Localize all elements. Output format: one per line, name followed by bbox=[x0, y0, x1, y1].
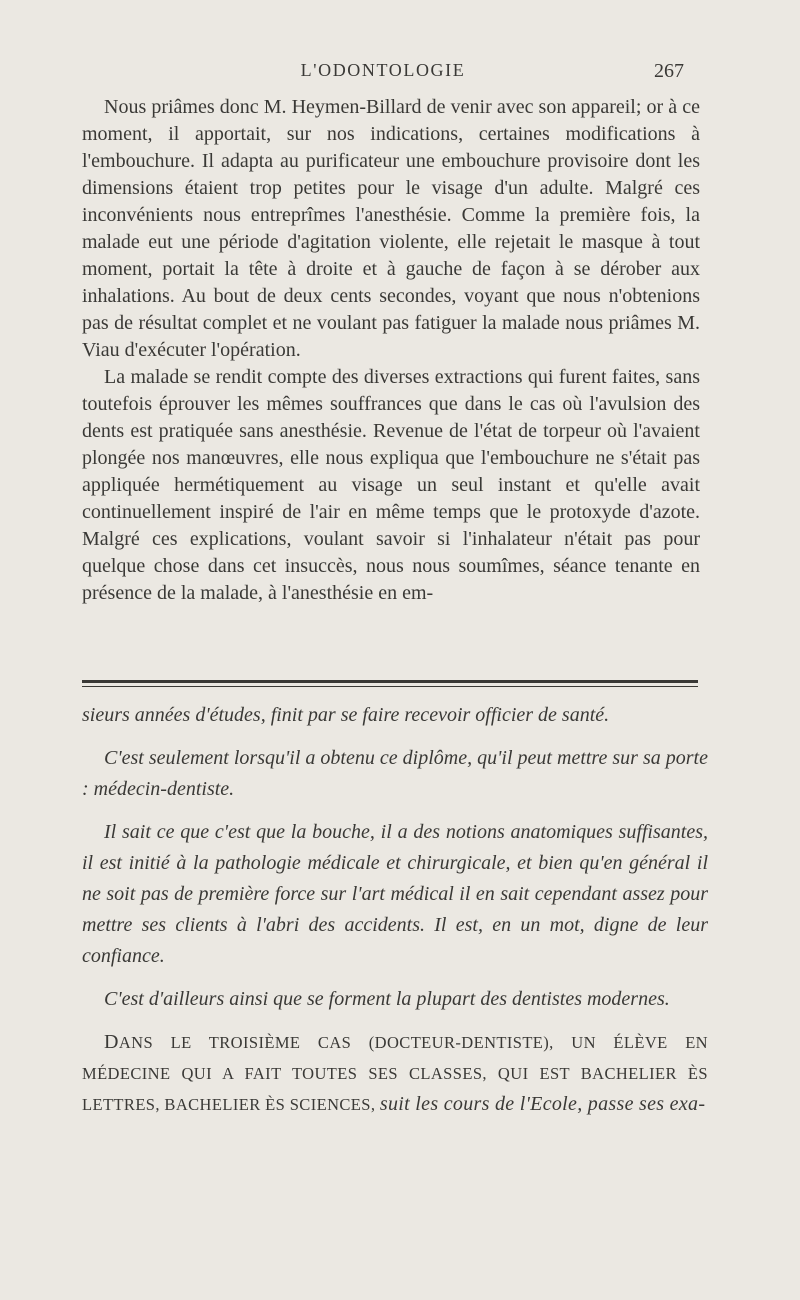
note-paragraph: Il sait ce que c'est que la bouche, il a des notions anatomiques suffisantes, il est initié à la pathologie médicale et chirurgicale, et bien qu'en général il ne soit pas de première force sur l'art médical il en sait cependant assez pour mettre ses clients à l'abri des accidents. Il est, en un mot, digne de leur confiance. bbox=[82, 821, 708, 967]
footnote-separator bbox=[82, 680, 698, 687]
separator-rule-thin bbox=[82, 686, 698, 687]
drop-letter: D bbox=[104, 1031, 119, 1053]
note-paragraph: sieurs années d'études, finit par se faire recevoir officier de santé. bbox=[82, 704, 610, 726]
page-number: 267 bbox=[654, 60, 684, 82]
note-paragraph: C'est seulement lorsqu'il a obtenu ce diplôme, qu'il peut mettre sur sa porte : médecin-dentiste. bbox=[82, 747, 708, 800]
separator-rule-thick bbox=[82, 680, 698, 683]
body-paragraph: Nous priâmes donc M. Heymen-Billard de venir avec son appareil; or à ce moment, il apportait, sur nos indications, certaines modifications à l'embouchure. Il adapta au purificateur une embouchure provisoire dont les dimensions étaient trop petites pour le visage d'un adulte. Malgré ces inconvénients nous entreprîmes l'anesthésie. Comme la première fois, la malade eut une période d'agitation violente, elle rejetait le masque à tout moment, portait la tête à droite et à gauche de façon à se dérober aux inhalations. Au bout de deux cents secondes, voyant que nous n'obtenions pas de résultat complet et ne voulant pas fatiguer la malade nous priâmes M. Viau d'exécuter l'opération. bbox=[82, 96, 700, 361]
body-paragraph: La malade se rendit compte des diverses extractions qui furent faites, sans toutefois éprouver les mêmes souffrances que dans le cas où l'avulsion des dents est pratiquée sans anesthésie. Revenue de l'état de torpeur où l'avaient plongée nos manœuvres, elle nous expliqua que l'embouchure ne s'était pas appliquée hermétiquement au visage un seul instant et qu'elle avait continuellement inspiré de l'air en même temps que le protoxyde d'azote. Malgré ces explications, voulant savoir si l'inhalateur n'était pas pour quelque chose dans cet insuccès, nous nous soumîmes, séance tenante en présence de la malade, à l'anesthésie en em- bbox=[82, 366, 700, 604]
running-title: L'ODONTOLOGIE bbox=[300, 60, 466, 80]
note-paragraph: C'est d'ailleurs ainsi que se forment la plupart des dentistes modernes. bbox=[104, 988, 670, 1010]
italic-text: suit les cours de l'Ecole, passe ses exa- bbox=[379, 1093, 706, 1115]
small-caps-text: ANS LE TROISIÈME CAS (DOCTEUR-DENTISTE), UN ÉLÈVE EN MÉDECINE QUI A FAIT TOUTES SES CLASSES, QUI EST BACHELIER ÈS LETTRES, BACHELIER ÈS SCIENCES, bbox=[82, 1033, 708, 1114]
footnote-text bbox=[82, 700, 708, 1132]
body-text bbox=[82, 94, 700, 607]
note-paragraph-small-caps bbox=[82, 1027, 708, 1120]
page-header bbox=[82, 58, 684, 88]
